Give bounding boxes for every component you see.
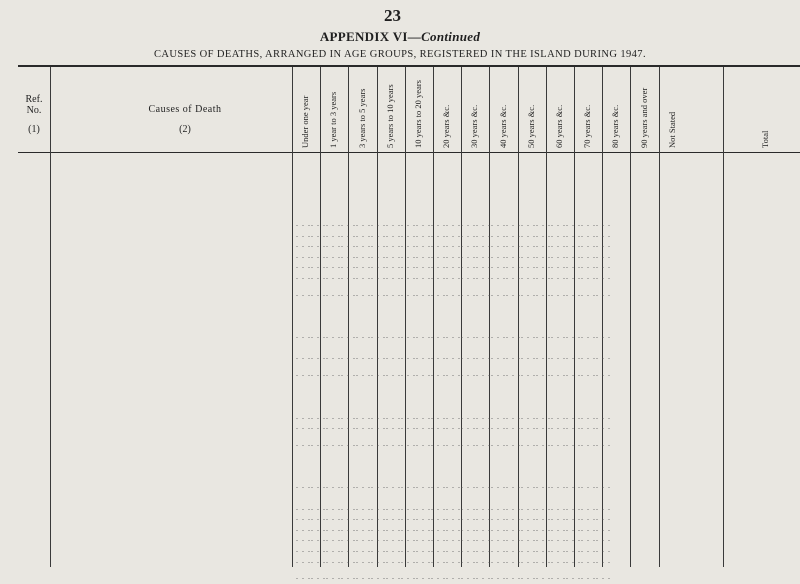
age-group-header: Not Stated	[666, 111, 677, 148]
header-rule	[18, 152, 800, 153]
leader-dots: . . .. . .. . .. . .. . .. . .. . .. . .. . .. . .. . .. . .. . .. . .. . .. . .. . .. . .. . .. . .. . .	[296, 513, 611, 523]
age-group-header: 70 years &c.	[582, 104, 593, 148]
leader-dots: . . .. . .. . .. . .. . .. . .. . .. . .. . .. . .. . .. . .. . .. . .. . .. . .. . .. . .. . .. . .. . .	[296, 261, 611, 271]
leader-dots: . . .. . .. . .. . .. . .. . .. . .. . .. . .. . .. . .. . .. . .. . .. . .. . .. . .. . .. . .. . .. . .	[296, 229, 611, 239]
col-line	[405, 67, 406, 567]
leader-dots: . . .. . .. . .. . .. . .. . .. . .. . .. . .. . .. . .. . .. . .. . .. . .. . .. . .. . .. . .. . .. . .	[296, 411, 611, 421]
col-line	[630, 67, 631, 567]
leader-dots: . . .. . .. . .. . .. . .. . .. . .. . .. . .. . .. . .. . .. . .. . .. . .. . .. . .. . .. . .. . .. . .	[296, 534, 611, 544]
col-line	[574, 67, 575, 567]
age-group-header: 5 years to 10 years	[384, 84, 395, 148]
age-group-header: 90 years and over	[638, 87, 649, 148]
leader-dots: . . .. . .. . .. . .. . .. . .. . .. . .. . .. . .. . .. . .. . .. . .. . .. . .. . .. . .. . .. . .. . .	[296, 369, 611, 378]
leader-dots: . . .. . .. . .. . .. . .. . .. . .. . .. . .. . .. . .. . .. . .. . .. . .. . .. . .. . .. . .. . .. . .	[296, 288, 611, 298]
age-group-header: 1 year to 3 years	[328, 91, 339, 148]
age-group-header: 20 years &c.	[441, 104, 452, 148]
col-line-ref	[50, 67, 51, 567]
col-line	[659, 67, 660, 567]
leader-dots: . . .. . .. . .. . .. . .. . .. . .. . .. . .. . .. . .. . .. . .. . .. . .. . .. . .. . .. . .. . .. . .	[296, 219, 611, 228]
ref-num-label: (1)	[28, 124, 40, 135]
cause-label: Causes of Death	[148, 104, 222, 115]
appendix-title-continued: Continued	[421, 29, 481, 44]
cause-num-label: (2)	[179, 124, 191, 135]
leader-dots: . . .. . .. . .. . .. . .. . .. . .. . .. . .. . .. . .. . .. . .. . .. . .. . .. . .. . .. . .. . .. . .	[296, 545, 611, 554]
age-group-header: 10 years to 20 years	[412, 80, 423, 148]
leader-dots: . . .. . .. . .. . .. . .. . .. . .. . .. . .. . .. . .. . .. . .. . .. . .. . .. . .. . .. . .. . .. . .	[296, 481, 611, 491]
col-line	[518, 67, 519, 567]
col-line	[320, 67, 321, 567]
appendix-title	[0, 29, 800, 45]
top-rule	[18, 65, 800, 67]
leader-dots: . . .. . .. . .. . .. . .. . .. . .. . .. . .. . .. . .. . .. . .. . .. . .. . .. . .. . .. . .. . .. . .	[296, 272, 611, 281]
leader-dots: . . .. . .. . .. . .. . .. . .. . .. . .. . .. . .. . .. . .. . .. . .. . .. . .. . .. . .. . .. . .. . .	[296, 422, 611, 432]
leader-dots: . . .. . .. . .. . .. . .. . .. . .. . .. . .. . .. . .. . .. . .. . .. . .. . .. . .. . .. . .. . .. . .	[296, 502, 611, 512]
col-line-cause	[292, 67, 293, 567]
leader-dots: . . .. . .. . .. . .. . .. . .. . .. . .. . .. . .. . .. . .. . .. . .. . .. . .. . .. . .. . .. . .. . .	[296, 555, 611, 565]
ref-label: Ref.	[25, 94, 43, 105]
age-group-header: 40 years &c.	[497, 104, 508, 148]
col-line	[433, 67, 434, 567]
page-number: 23	[384, 6, 401, 25]
col-line	[602, 67, 603, 567]
age-group-header: 30 years &c.	[469, 104, 480, 148]
col-line	[348, 67, 349, 567]
leader-dots: . . .. . .. . .. . .. . .. . .. . .. . .. . .. . .. . .. . .. . .. . .. . .. . .. . .. . .. . .. . .. . .	[296, 250, 611, 260]
age-group-header: Total	[760, 130, 770, 148]
leader-dots: . . .. . .. . .. . .. . .. . .. . .. . .. . .. . .. . .. . .. . .. . .. . .. . .. . .. . .. . .. . .. . .	[296, 523, 611, 533]
leader-dots: . . .. . .. . .. . .. . .. . .. . .. . .. . .. . .. . .. . .. . .. . .. . .. . .. . .. . .. . .. . .. . .	[296, 572, 611, 582]
leader-dots: . . .. . .. . .. . .. . .. . .. . .. . .. . .. . .. . .. . .. . .. . .. . .. . .. . .. . .. . .. . .. . .	[296, 352, 611, 362]
leader-dots: . . .. . .. . .. . .. . .. . .. . .. . .. . .. . .. . .. . .. . .. . .. . .. . .. . .. . .. . .. . .. . .	[296, 438, 611, 448]
table-subtitle: CAUSES OF DEATHS, ARRANGED IN AGE GROUPS, REGISTERED IN THE ISLAND DURING 1947.	[154, 49, 646, 60]
leader-dots: . . .. . .. . .. . .. . .. . .. . .. . .. . .. . .. . .. . .. . .. . .. . .. . .. . .. . .. . .. . .. . .	[296, 240, 611, 250]
age-group-header: 50 years &c.	[525, 104, 536, 148]
age-group-header: 60 years &c.	[553, 104, 564, 148]
age-group-header: Under one year	[300, 95, 311, 148]
age-group-header: 3 years to 5 years	[356, 88, 367, 148]
appendix-title-main: APPENDIX VI—	[319, 29, 422, 44]
no-label: No.	[26, 105, 42, 116]
leader-dots: . . .. . .. . .. . .. . .. . .. . .. . .. . .. . .. . .. . .. . .. . .. . .. . .. . .. . .. . .. . .. . .	[296, 331, 611, 341]
col-line	[489, 67, 490, 567]
age-group-header: 80 years &c.	[610, 104, 621, 148]
col-line	[546, 67, 547, 567]
col-line-total	[723, 67, 724, 567]
col-line	[461, 67, 462, 567]
col-line	[377, 67, 378, 567]
